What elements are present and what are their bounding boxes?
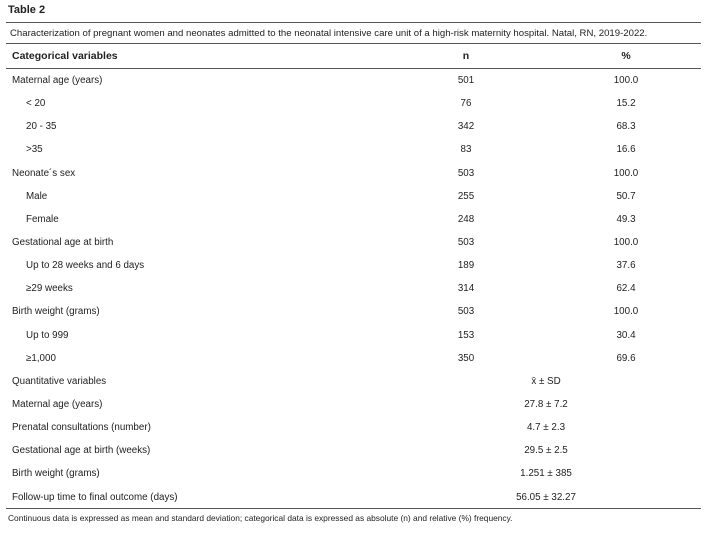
row-label: Follow-up time to final outcome (days): [12, 491, 178, 503]
mean-sd-header: x̄ ± SD: [531, 375, 561, 387]
table-body: [6, 69, 701, 509]
row-n: 503: [457, 236, 475, 248]
row-label: Birth weight (grams): [12, 468, 100, 480]
row-mean-sd: 29.5 ± 2.5: [524, 445, 568, 457]
row-label: ≥1,000: [26, 352, 56, 364]
row-percent: 100.0: [613, 167, 639, 179]
row-percent: 37.6: [616, 260, 636, 272]
row-label: Gestational age at birth (weeks): [12, 445, 151, 457]
row-n: 314: [457, 283, 475, 295]
row-label: >35: [26, 144, 43, 156]
table-row: [6, 162, 701, 185]
row-percent: 62.4: [616, 283, 636, 295]
table-footnote: Continuous data is expressed as mean and standard deviation; categorical data is expressed as absolute (n) and relative (%) frequency.: [8, 513, 513, 523]
row-label: Maternal age (years): [12, 75, 103, 86]
row-n: 83: [460, 144, 472, 156]
row-label: Neonate´s sex: [12, 167, 76, 179]
row-label: Up to 28 weeks and 6 days: [26, 260, 145, 272]
row-percent: 100.0: [613, 75, 639, 86]
table-row: [6, 138, 701, 161]
header-n: n: [462, 50, 470, 62]
table-bottom-rule: [6, 508, 701, 509]
table-row: [6, 486, 701, 509]
table-row: [6, 462, 701, 485]
row-n: 189: [457, 260, 475, 272]
table-row: [6, 208, 701, 231]
row-n: 342: [457, 121, 475, 133]
row-n: 153: [457, 329, 475, 341]
row-percent: 49.3: [616, 213, 636, 225]
row-percent: 16.6: [616, 144, 636, 156]
quantitative-variables-label: Quantitative variables: [12, 375, 107, 387]
table-header: [6, 45, 701, 69]
row-percent: 100.0: [613, 236, 639, 248]
table-row: [6, 115, 701, 138]
table-row: [6, 92, 701, 115]
row-mean-sd: 1.251 ± 385: [520, 468, 572, 480]
row-label: Gestational age at birth: [12, 236, 114, 248]
row-n: 501: [457, 75, 475, 86]
row-n: 248: [457, 213, 475, 225]
row-percent: 30.4: [616, 329, 636, 341]
row-mean-sd: 27.8 ± 7.2: [524, 398, 568, 410]
row-mean-sd: 56.05 ± 32.27: [516, 491, 576, 503]
row-label: Up to 999: [26, 329, 69, 341]
header-percent: %: [621, 50, 631, 62]
row-label: Female: [26, 213, 59, 225]
table-row: [6, 254, 701, 277]
row-n: 503: [457, 167, 475, 179]
table-caption: Characterization of pregnant women and neonates admitted to the neonatal intensive care unit of a high-risk maternity hospital. Natal, RN, 2019-2022.: [6, 22, 701, 44]
table-row: [6, 439, 701, 462]
row-percent: 69.6: [616, 352, 636, 364]
row-n: 255: [457, 190, 475, 202]
row-label: Birth weight (grams): [12, 306, 100, 318]
table-label: Table 2: [8, 4, 46, 16]
table-row: [6, 347, 701, 370]
row-n: 76: [460, 98, 472, 110]
row-mean-sd: 4.7 ± 2.3: [526, 422, 566, 434]
table-row: [6, 231, 701, 254]
row-label: 20 - 35: [26, 121, 57, 133]
table-row: [6, 300, 701, 323]
table-row: [6, 393, 701, 416]
row-label: ≥29 weeks: [26, 283, 73, 295]
row-label: < 20: [26, 98, 46, 110]
quantitative-header-row: [6, 370, 701, 393]
row-percent: 15.2: [616, 98, 636, 110]
table-row: [6, 185, 701, 208]
table-row: [6, 324, 701, 347]
row-label: Male: [26, 190, 48, 202]
table-row: [6, 277, 701, 300]
table-row: [6, 69, 701, 92]
row-percent: 68.3: [616, 121, 636, 133]
table-row: [6, 416, 701, 439]
row-n: 350: [457, 352, 475, 364]
row-percent: 100.0: [613, 306, 639, 318]
row-percent: 50.7: [616, 190, 636, 202]
header-categorical-variables: Categorical variables: [12, 50, 118, 62]
row-label: Maternal age (years): [12, 398, 103, 410]
row-n: 503: [457, 306, 475, 318]
row-label: Prenatal consultations (number): [12, 422, 151, 434]
